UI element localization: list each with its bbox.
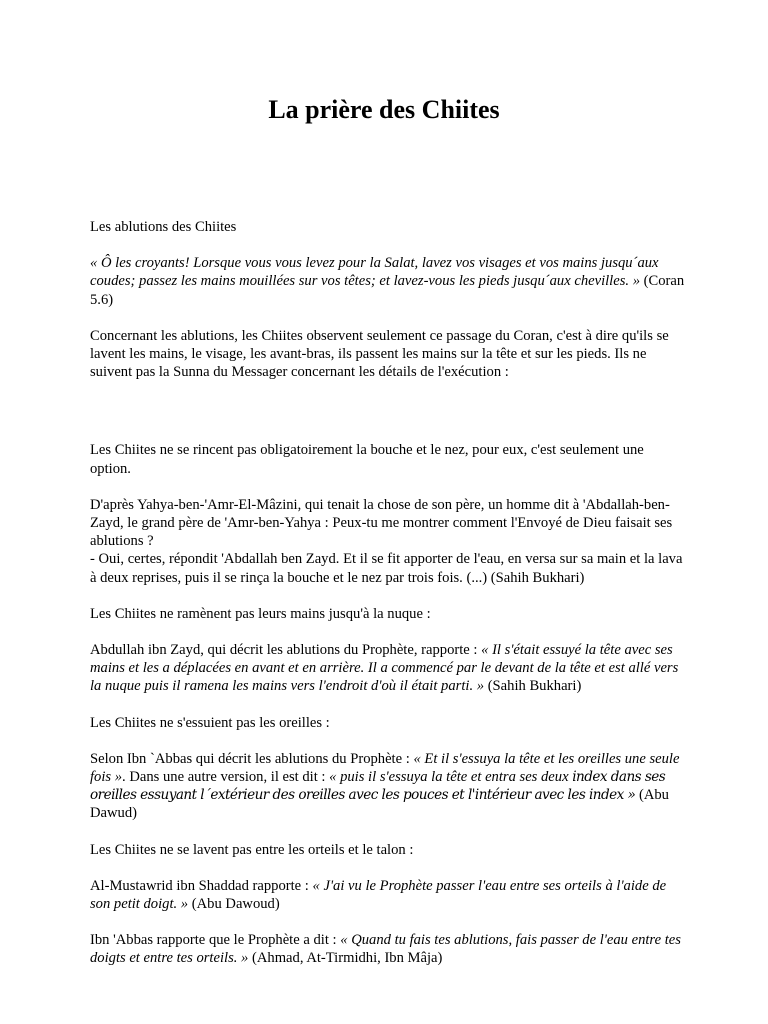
paragraph-mouth-nose: Les Chiites ne se rincent pas obligatoirement la bouche et le nez, pour eux, c'est seulement une option. xyxy=(90,442,644,477)
hadith-intro: Ibn 'Abbas rapporte que le Prophète a dit : xyxy=(90,932,341,949)
page-title: La prière des Chiites xyxy=(268,95,500,124)
quote-text: « Et il s'essuya la tête et les oreilles une seule fois » xyxy=(90,750,680,786)
document-body xyxy=(90,218,685,986)
hadith-answer: - Oui, certes, répondit 'Abdallah ben Zayd. Et il se fit apporter de l'eau, en versa sur sa main et la lava à deux reprises, puis il se rinça la bouche et le nez par trois fois. (...) (Sahih Bukhari) xyxy=(90,551,683,586)
quote-reference: (Abu Dawud) xyxy=(90,787,669,822)
paragraph-hadith-mustawrid xyxy=(90,877,685,913)
quote-reference: (Coran 5.6) xyxy=(90,273,685,308)
paragraph-hadith-abdullah xyxy=(90,641,685,696)
quote-reference: (Abu Dawoud) xyxy=(188,896,280,913)
quote-text-2: « puis il s'essuya la tête et entra ses deux xyxy=(329,769,569,786)
quote-text: « Quand tu fais tes ablutions, fais passer de l'eau entre tes doigts et entre tes orteils. » xyxy=(90,932,681,967)
hadith-intro: Al-Mustawrid ibn Shaddad rapporte : xyxy=(90,877,313,894)
hadith-intro: Abdullah ibn Zayd, qui décrit les ablutions du Prophète, rapporte : xyxy=(90,642,482,659)
quote-reference: (Ahmad, At-Tirmidhi, Ibn Mâja) xyxy=(248,950,443,967)
paragraph-hadith-yahya xyxy=(90,496,685,587)
hadith-mid: . Dans une autre version, il est dit : xyxy=(122,769,330,786)
paragraph-coran-quote xyxy=(90,254,685,309)
spacer xyxy=(90,399,685,441)
quote-text: « J'ai vu le Prophète passer l'eau entre ses orteils à l'aide de son petit doigt. » xyxy=(90,877,667,913)
quote-reference: (Sahih Bukhari) xyxy=(484,678,582,695)
paragraph-ears-heading: Les Chiites ne s'essuient pas les oreilles : xyxy=(90,714,330,731)
quote-text: « Il s'était essuyé la tête avec ses mains et les a déplacées en avant et en arrière. Il a commencé par le devant de la tête et est allé vers la nuque puis il ramena les mains vers l'endroit d'où il était parti. » xyxy=(90,642,679,695)
paragraph-hadith-ibn-abbas xyxy=(90,750,685,823)
section-heading: Les ablutions des Chiites xyxy=(90,219,237,235)
quote-text-3: index dans ses oreilles essuyant l´extérieur des oreilles avec les pouces et l'intérieur avec les index » xyxy=(90,769,666,804)
quote-text: « Ô les croyants! Lorsque vous vous levez pour la Salat, lavez vos visages et vos mains jusqu´aux coudes; passez les mains mouillées sur vos têtes; et lavez-vous les pieds jusqu´aux chevilles. » xyxy=(90,255,659,290)
paragraph-hadith-ibn-abbas-2 xyxy=(90,931,685,967)
paragraph-toes-heading: Les Chiites ne se lavent pas entre les orteils et le talon : xyxy=(90,841,414,858)
hadith-intro: Selon Ibn `Abbas qui décrit les ablutions du Prophète : xyxy=(90,750,414,767)
paragraph-nape-heading: Les Chiites ne ramènent pas leurs mains jusqu'à la nuque : xyxy=(90,605,431,622)
paragraph-ablutions-concern: Concernant les ablutions, les Chiites observent seulement ce passage du Coran, c'est à dire qu'ils se lavent les mains, le visage, les avant-bras, ils passent les mains sur la tête et sur les pieds. Ils ne suivent pas la Sunna du Messager concernant les détails de l'exécution : xyxy=(90,327,669,381)
hadith-text: D'après Yahya-ben-'Amr-El-Mâzini, qui tenait la chose de son père, un homme dit à 'Abdallah-ben-Zayd, le grand père de 'Amr-ben-Yahya : Peux-tu me montrer comment l'Envoyé de Dieu faisait ses ablutions ? xyxy=(90,496,673,550)
